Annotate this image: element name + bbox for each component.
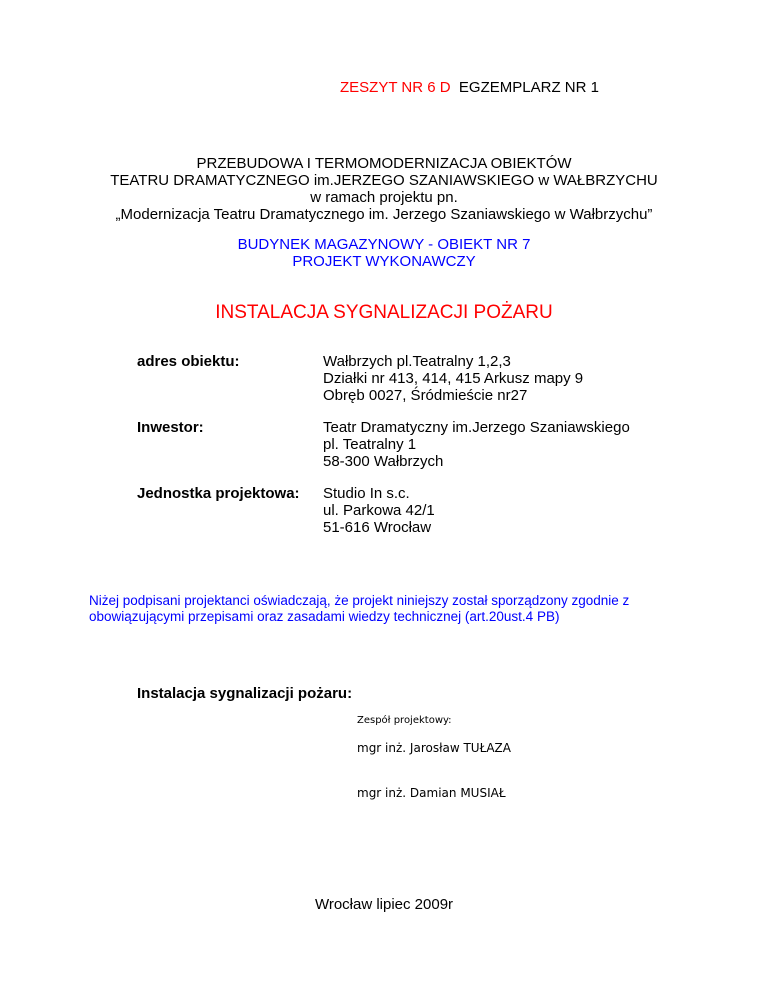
- investor-line-2: pl. Teatralny 1: [323, 436, 417, 453]
- project-line-4: „Modernizacja Teatru Dramatycznego im. Jerzego Szaniawskiego w Wałbrzychu”: [115, 206, 653, 223]
- project-phase: PROJEKT WYKONAWCZY: [292, 253, 476, 270]
- egzemplarz-number: EGZEMPLARZ NR 1: [458, 79, 599, 96]
- zeszyt-number: ZESZYT NR 6 D: [340, 79, 451, 96]
- investor-line-1: Teatr Dramatyczny im.Jerzego Szaniawskiego: [323, 419, 630, 436]
- address-line-1: Wałbrzych pl.Teatralny 1,2,3: [323, 353, 511, 370]
- document-title: INSTALACJA SYGNALIZACJI POŻARU: [215, 302, 553, 323]
- place-date: Wrocław lipiec 2009r: [314, 896, 454, 913]
- building-name: BUDYNEK MAGAZYNOWY - OBIEKT NR 7: [237, 236, 531, 253]
- document-number-header: [340, 79, 599, 96]
- investor-line-3: 58-300 Wałbrzych: [323, 453, 444, 470]
- project-line-3: w ramach projektu pn.: [310, 189, 458, 206]
- section-title: Instalacja sygnalizacji pożaru:: [137, 685, 353, 702]
- address-label: adres obiektu:: [137, 353, 240, 370]
- design-unit-line-2: ul. Parkowa 42/1: [323, 502, 435, 519]
- project-line-1: PRZEBUDOWA I TERMOMODERNIZACJA OBIEKTÓW: [196, 155, 572, 172]
- design-unit-label: Jednostka projektowa:: [137, 485, 300, 502]
- team-member-2: mgr inż. Damian MUSIAŁ: [357, 786, 506, 800]
- investor-label: Inwestor:: [137, 419, 204, 436]
- declaration-line-1: Niżej podpisani projektanci oświadczają, że projekt niniejszy został sporządzony zgodnie z: [89, 593, 630, 608]
- project-line-2: TEATRU DRAMATYCZNEGO im.JERZEGO SZANIAWSKIEGO w WAŁBRZYCHU: [110, 172, 658, 189]
- design-unit-line-1: Studio In s.c.: [323, 485, 410, 502]
- address-line-2: Działki nr 413, 414, 415 Arkusz mapy 9: [323, 370, 584, 387]
- team-label: Zespół projektowy:: [357, 715, 452, 726]
- declaration-line-2: obowiązującymi przepisami oraz zasadami wiedzy technicznej (art.20ust.4 PB): [89, 609, 560, 624]
- design-unit-line-3: 51-616 Wrocław: [323, 519, 432, 536]
- team-member-1: mgr inż. Jarosław TUŁAZA: [357, 741, 511, 755]
- address-line-3: Obręb 0027, Śródmieście nr27: [323, 387, 528, 404]
